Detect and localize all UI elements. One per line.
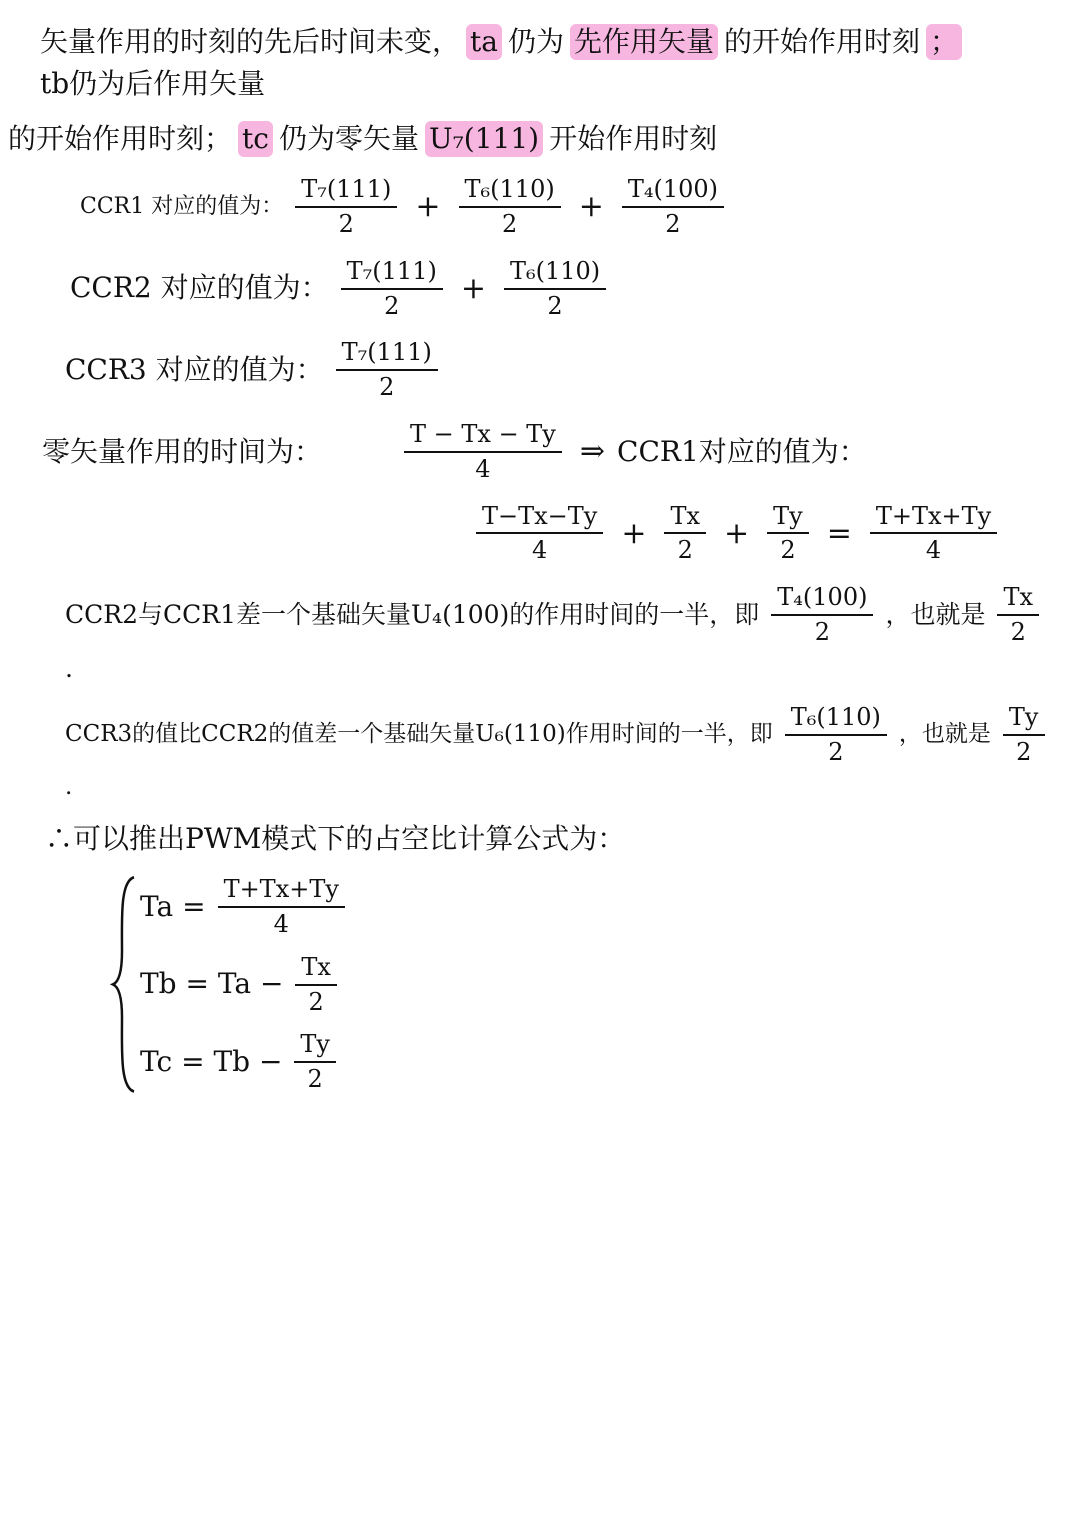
ccr1-label: CCR1 对应的值为： [80,193,284,219]
highlight-ta: ta [466,24,502,60]
ccr3-ccr2-difference [65,703,1055,802]
denominator: 2 [338,209,354,238]
plus: + [460,271,486,307]
ccr1-sum [470,502,1080,566]
fraction [664,502,706,566]
denominator: 2 [1016,738,1032,767]
text: 的开始作用时刻 [724,25,921,58]
denominator: 2 [547,291,563,320]
zero-label: 零矢量作用的时间为： [42,434,323,468]
denominator: 2 [665,209,681,238]
plus: + [415,189,441,225]
text: ，也就是 [885,599,986,629]
formula-tc [140,1030,351,1094]
numerator: Ty [1003,703,1045,736]
numerator: T₇(111) [336,338,438,371]
fraction [295,953,337,1017]
formula-tb [140,953,351,1017]
ccr1-formula [80,175,1080,239]
text: CCR3的值比CCR2的值差一个基础矢量U₆(110)作用时间的一半，即 [65,721,773,748]
plus: + [724,515,750,551]
denominator: 4 [475,454,491,483]
fraction [404,420,562,484]
text: Ta = [140,889,206,923]
denominator: 2 [677,536,693,565]
fraction [997,583,1039,647]
numerator: T+Tx+Ty [870,502,997,535]
text: 仍为零矢量 [278,121,419,155]
numerator: T − Tx − Ty [404,420,562,453]
fraction [771,583,873,647]
text: Tb = Ta − [140,967,284,1001]
numerator: T₄(100) [771,583,873,616]
fraction [622,175,724,239]
text: Tc = Tb − [140,1044,283,1078]
fraction [1003,703,1045,767]
denominator: 2 [501,209,518,238]
text: 仍为 [507,25,564,58]
numerator: T₇(111) [295,175,397,208]
equals: = [826,515,852,551]
denominator: 2 [780,536,796,565]
fraction [295,175,397,239]
denominator: 2 [379,373,395,402]
ccr2-formula [70,257,1080,321]
highlight-u7: U₇(111) [425,121,543,157]
highlight-semicolon: ； [926,24,962,60]
ccr3-label: CCR3 对应的值为： [65,352,324,386]
numerator: T−Tx−Ty [476,502,603,535]
text: ，也就是 [898,721,991,748]
fraction [870,502,997,566]
numerator: Tx [664,502,706,535]
denominator: 2 [308,987,324,1016]
fraction [459,175,561,239]
denominator: 4 [273,909,289,938]
ccr2-label: CCR2 对应的值为： [70,271,329,305]
denominator: 4 [532,536,548,565]
numerator: Tx [997,583,1039,616]
highlight-first-vector: 先作用矢量 [570,24,718,60]
intro-line-1 [40,24,1080,103]
denominator: 2 [1010,617,1026,646]
fraction [785,703,887,767]
text: CCR1对应的值为： [617,434,867,468]
fraction [218,875,345,939]
text: 的开始作用时刻； [8,121,233,155]
plus: + [578,189,604,225]
plus: + [621,515,647,551]
brace-icon [110,875,140,1094]
numerator: Tx [295,953,337,986]
highlight-tc: tc [238,121,273,157]
text: CCR2与CCR1差一个基础矢量U₄(100)的作用时间的一半，即 [65,599,760,629]
fraction [476,502,603,566]
denominator: 2 [828,738,844,767]
text: 矢量作用的时刻的先后时间未变， [40,25,461,58]
text: 开始作用时刻 [549,121,718,155]
denominator: 2 [384,291,400,320]
numerator: T+Tx+Ty [218,875,345,908]
implies-arrow: ⇒ [579,434,606,470]
fraction [336,338,438,402]
numerator: T₆(110) [504,257,606,290]
intro-line-2 [8,121,1048,157]
fraction [341,257,443,321]
conclusion [45,821,1080,857]
numerator: T₆(110) [785,703,887,736]
formula-system [110,875,1080,1094]
fraction [504,257,606,321]
fraction [294,1030,336,1094]
numerator: T₆(110) [459,175,561,208]
numerator: T₇(111) [341,257,443,290]
fraction [767,502,809,566]
zero-vector-time [42,420,1080,484]
text: tb仍为后作用矢量 [40,67,266,101]
text: . [65,653,73,683]
text: ∴可以推出PWM模式下的占空比计算公式为： [45,821,626,855]
numerator: T₄(100) [622,175,724,208]
denominator: 2 [307,1065,323,1094]
ccr3-formula [65,338,1080,402]
text: . [65,773,73,800]
denominator: 4 [925,536,942,565]
ccr2-ccr1-difference [65,583,1055,685]
formula-ta [140,875,351,939]
denominator: 2 [814,617,831,646]
numerator: Ty [767,502,809,535]
numerator: Ty [294,1030,336,1063]
